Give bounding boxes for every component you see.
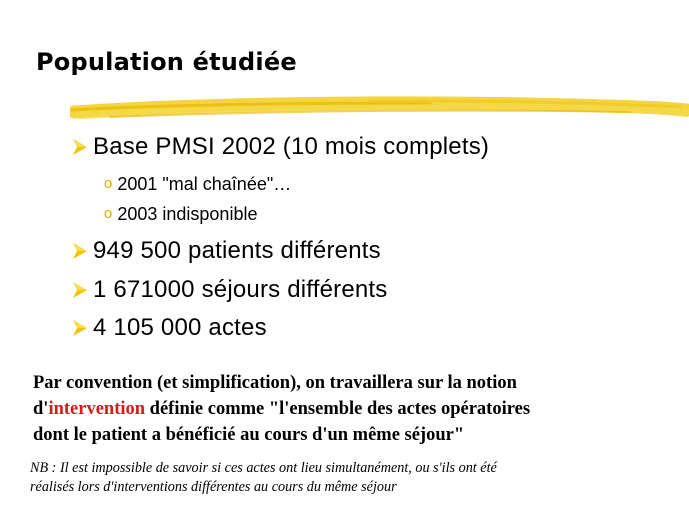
circle-bullet-icon: o xyxy=(104,205,113,222)
sub-bullet-text: 2003 indisponible xyxy=(117,204,258,224)
arrow-bullet-icon xyxy=(71,241,89,261)
bullet-item xyxy=(71,237,381,265)
paragraph-line: Par convention (et simplification), on travaillera sur la notion xyxy=(33,373,517,393)
paragraph-line: dont le patient a bénéficié au cours d'un même séjour" xyxy=(33,425,465,445)
footnote xyxy=(30,459,680,497)
slide-title: Population étudiée xyxy=(36,48,297,76)
footnote-line: réalisés lors d'interventions différentes au cours du même séjour xyxy=(30,479,397,495)
bullet-text: Base PMSI 2002 (10 mois complets) xyxy=(93,133,490,160)
arrow-bullet-icon xyxy=(71,137,89,157)
paragraph-line xyxy=(33,396,683,422)
bullet-text: 1 671000 séjours différents xyxy=(93,276,388,303)
sub-bullet-item xyxy=(104,204,257,225)
sub-bullet-text: 2001 "mal chaînée"… xyxy=(117,174,292,194)
arrow-bullet-icon xyxy=(71,280,89,300)
footnote-line: NB : Il est impossible de savoir si ces actes ont lieu simultanément, ou s'ils ont été xyxy=(30,460,497,476)
sub-bullet-item xyxy=(104,174,291,195)
circle-bullet-icon: o xyxy=(104,175,113,192)
bullet-text: 4 105 000 actes xyxy=(93,314,267,341)
intervention-keyword: intervention xyxy=(48,399,146,419)
paragraph-suffix: définie comme "l'ensemble des actes opératoires xyxy=(145,399,531,419)
bullet-item xyxy=(71,314,267,342)
paragraph-prefix: d' xyxy=(33,399,49,419)
bullet-item xyxy=(71,133,489,161)
arrow-bullet-icon xyxy=(71,318,89,338)
highlighter-stroke xyxy=(70,95,689,127)
definition-paragraph xyxy=(33,370,683,448)
bullet-item xyxy=(71,276,388,304)
bullet-text: 949 500 patients différents xyxy=(93,237,381,264)
